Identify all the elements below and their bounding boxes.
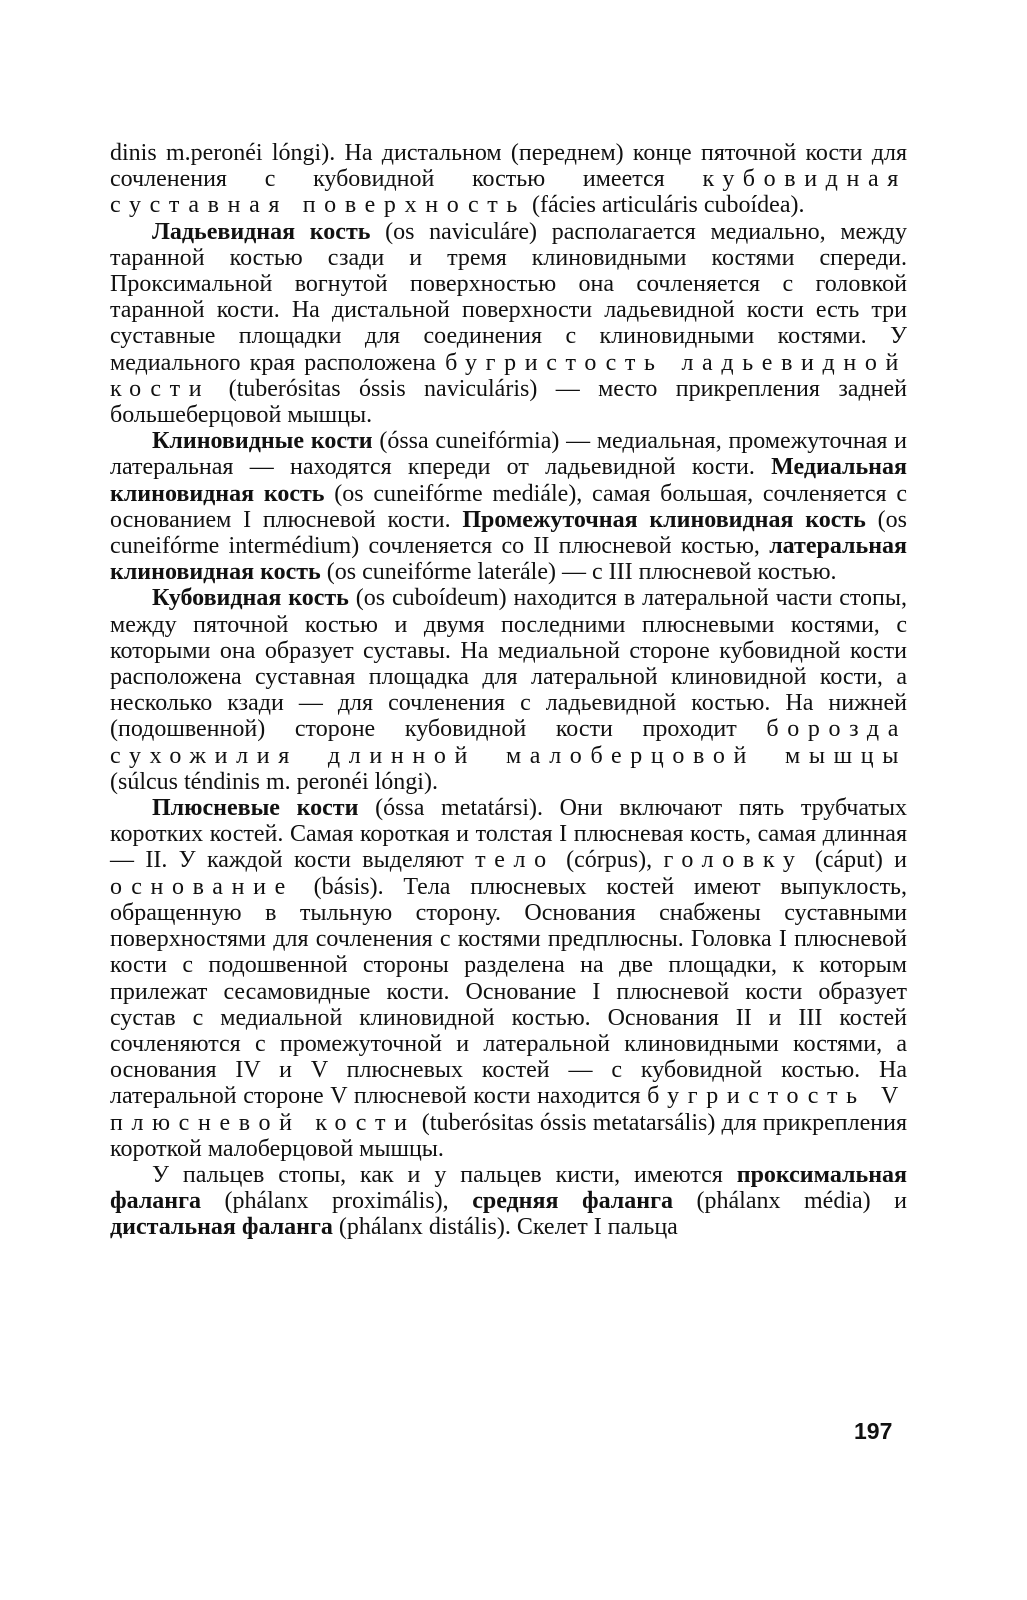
page-number: 197 — [854, 1418, 893, 1444]
paragraph — [110, 428, 907, 585]
bold-term: Ладьевидная кость — [152, 218, 371, 245]
paragraph — [110, 219, 907, 429]
text-run: (básis). Тела плюсневых костей имеют выпуклость, обращенную в тыльную сторону. Основания снабжены суставными поверхностями для сочленения с костями предплюсны. Головка I плюсневой кости с подошвенной стороны разделена на две площадки, к которым прилежат сесамовидные кости. Основание I плюсневой кости образует сустав с медиальной клиновидной костью. Основания II и III костей сочленяются с промежуточной и латеральной клиновидными костями, а основания IV и V плюсневых костей — с кубовидной костью. На латеральной стороне V плюсневой кости находится — [110, 873, 907, 1110]
text-run: (phálanx distális). Скелет I пальца — [332, 1214, 678, 1241]
paragraph — [110, 795, 907, 1162]
paragraph — [110, 1162, 907, 1241]
spaced-term: тело — [475, 847, 555, 874]
text-run: (os cuboídeum) находится в латеральной части стопы, между пяточной костью и двумя последними плюсневыми костями, с которыми она образует суставы. На медиальной стороне кубовидной кости расположена суставная площадка для латеральной клиновидной кости, а несколько кзади — для сочленения с ладьевидной костью. На нижней (подошвенной) стороне кубовидной кости проходит — [110, 585, 907, 743]
text-run: (fácies articuláris cuboídea). — [525, 192, 805, 219]
paragraph — [110, 140, 907, 219]
bold-term: средняя фаланга — [472, 1188, 673, 1215]
spaced-term: основание — [110, 873, 294, 900]
text-run: (os cuneifórme laterále) — с III плюсневой костью. — [320, 559, 837, 586]
bold-term: Клиновидные кости — [152, 428, 373, 455]
text-run: (phálanx proximális), — [201, 1188, 473, 1215]
bold-term: Медиальная клиновидная кость — [110, 454, 907, 507]
bold-term: Плюсневые кости — [152, 795, 359, 822]
spaced-term: кубовидная суставная поверхность — [110, 166, 907, 219]
text-run: (phálanx média) и — [673, 1188, 907, 1215]
text-run: (tuberósitas óssis naviculáris) — место прикрепления задней большеберцовой мышцы. — [110, 375, 907, 429]
text-run: (óssa cuneifórmia) — медиальная, промежуточная и латеральная — находятся кпереди от ладьевидной кости. — [110, 428, 908, 481]
bold-term: Промежуточная клиновидная кость — [462, 506, 866, 533]
spaced-term: борозда сухожилия длинной малоберцовой мышцы — [110, 716, 907, 769]
text-run: У пальцев стопы, как и у пальцев кисти, имеются — [152, 1161, 737, 1188]
bold-term: латеральная клиновидная кость — [110, 533, 907, 586]
bold-term: проксимальная фаланга — [110, 1161, 907, 1215]
text-run: (óssa metatársi). Они включают пять трубчатых коротких костей. Самая короткая и толстая I плюсневая кость, самая длинная — II. У каждой кости выделяют — [110, 795, 907, 874]
spaced-term: бугристость V плюсневой кости — [110, 1083, 907, 1136]
spaced-term: головку — [663, 847, 804, 874]
text-run: dinis m.peronéi lóngi). На дистальном (переднем) конце пяточной кости для сочленения с кубовидной костью имеется — [110, 140, 907, 193]
bold-term: дистальная фаланга — [110, 1214, 333, 1241]
text-run: (cáput) и — [803, 847, 908, 874]
text-run: (tuberósitas óssis metatarsális) для прикрепления короткой малоберцовой мышцы. — [110, 1109, 907, 1162]
text-run: (os naviculáre) располагается медиально, между таранной костью сзади и тремя клиновидными костями спереди. Проксимальной вогнутой поверхностью она сочленяется с головкой таранной кости. На дистальной поверхности ладьевидной кости есть три суставные площадки для соединения с клиновидными костями. У медиального края расположена — [110, 218, 907, 376]
text-run: (os cuneifórme intermédium) сочленяется со II плюсневой костью, — [110, 506, 907, 560]
text-run: (os cuneifórme mediále), самая большая, сочленяется с основанием I плюсневой кости. — [110, 480, 907, 533]
bold-term: Кубовидная кость — [152, 585, 349, 612]
text-run: (súlcus téndinis m. peronéi lóngi). — [110, 768, 438, 795]
spaced-term: бугристость ладьевидной кости — [110, 349, 907, 402]
page-text — [110, 140, 907, 1241]
paragraph — [110, 585, 907, 795]
text-run: (córpus), — [554, 847, 664, 874]
